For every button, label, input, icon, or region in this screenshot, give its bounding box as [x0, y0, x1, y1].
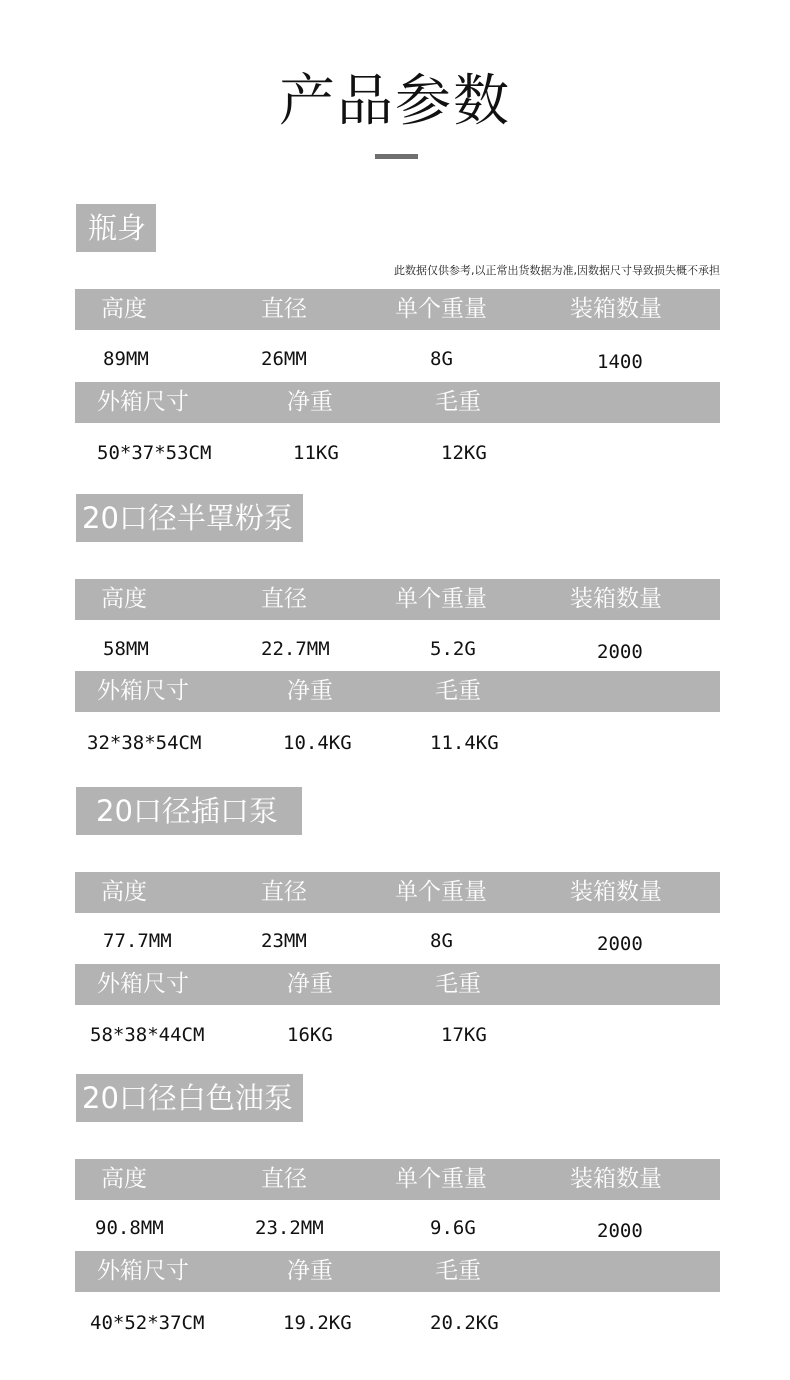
header-unit-weight: 单个重量	[395, 879, 487, 905]
header-carton-size: 外箱尺寸	[97, 1258, 189, 1284]
carton-value-row	[75, 428, 720, 478]
value-pack-qty: 2000	[597, 641, 643, 663]
disclaimer-note: 此数据仅供参考,以正常出货数据为准,因数据尺寸导致损失概不承担	[394, 264, 720, 277]
value-unit-weight: 9.6G	[430, 1217, 476, 1239]
value-carton-size: 32*38*54CM	[87, 732, 202, 754]
section-label-socket-pump: 20口径插口泵	[76, 787, 302, 835]
carton-header-row	[75, 964, 720, 1005]
header-diameter: 直径	[261, 879, 307, 905]
value-net-weight: 11KG	[293, 442, 339, 464]
value-unit-weight: 8G	[430, 930, 453, 952]
value-unit-weight: 8G	[430, 348, 453, 370]
value-carton-size: 50*37*53CM	[97, 442, 212, 464]
value-diameter: 22.7MM	[261, 638, 330, 660]
value-unit-weight: 5.2G	[430, 638, 476, 660]
carton-value-row	[75, 1010, 720, 1060]
value-gross-weight: 20.2KG	[430, 1312, 499, 1334]
value-pack-qty: 2000	[597, 1220, 643, 1242]
section-label-half-cover-powder-pump: 20口径半罩粉泵	[76, 494, 303, 542]
spec-value-row	[75, 1203, 720, 1253]
header-pack-qty: 装箱数量	[570, 296, 662, 322]
header-unit-weight: 单个重量	[395, 1166, 487, 1192]
spec-header-row	[75, 579, 720, 620]
title-underline	[375, 154, 418, 159]
header-pack-qty: 装箱数量	[570, 879, 662, 905]
header-unit-weight: 单个重量	[395, 586, 487, 612]
carton-value-row	[75, 1298, 720, 1348]
value-pack-qty: 1400	[597, 351, 643, 373]
header-gross-weight: 毛重	[435, 1258, 481, 1284]
value-pack-qty: 2000	[597, 933, 643, 955]
header-net-weight: 净重	[287, 389, 333, 415]
spec-value-row	[75, 334, 720, 384]
header-height: 高度	[101, 879, 147, 905]
value-diameter: 23MM	[261, 930, 307, 952]
header-diameter: 直径	[261, 1166, 307, 1192]
header-height: 高度	[101, 1166, 147, 1192]
page-title: 产品参数	[279, 69, 511, 134]
spec-header-row	[75, 872, 720, 913]
value-height: 90.8MM	[95, 1217, 164, 1239]
carton-header-row	[75, 1251, 720, 1292]
header-net-weight: 净重	[287, 678, 333, 704]
value-net-weight: 16KG	[287, 1024, 333, 1046]
section-label-white-oil-pump: 20口径白色油泵	[76, 1074, 303, 1122]
header-gross-weight: 毛重	[435, 678, 481, 704]
header-height: 高度	[101, 296, 147, 322]
carton-value-row	[75, 718, 720, 768]
header-carton-size: 外箱尺寸	[97, 678, 189, 704]
header-unit-weight: 单个重量	[395, 296, 487, 322]
header-pack-qty: 装箱数量	[570, 1166, 662, 1192]
value-gross-weight: 12KG	[441, 442, 487, 464]
value-carton-size: 58*38*44CM	[90, 1024, 205, 1046]
section-label-bottle-body: 瓶身	[76, 204, 156, 252]
carton-header-row	[75, 382, 720, 423]
spec-header-row	[75, 1159, 720, 1200]
value-height: 89MM	[103, 348, 149, 370]
carton-header-row	[75, 671, 720, 712]
spec-header-row	[75, 289, 720, 330]
header-diameter: 直径	[261, 296, 307, 322]
header-carton-size: 外箱尺寸	[97, 389, 189, 415]
value-height: 77.7MM	[103, 930, 172, 952]
header-gross-weight: 毛重	[435, 971, 481, 997]
value-gross-weight: 17KG	[441, 1024, 487, 1046]
header-pack-qty: 装箱数量	[570, 586, 662, 612]
header-net-weight: 净重	[287, 971, 333, 997]
value-diameter: 23.2MM	[255, 1217, 324, 1239]
value-height: 58MM	[103, 638, 149, 660]
header-diameter: 直径	[261, 586, 307, 612]
value-diameter: 26MM	[261, 348, 307, 370]
header-carton-size: 外箱尺寸	[97, 971, 189, 997]
header-net-weight: 净重	[287, 1258, 333, 1284]
spec-value-row	[75, 624, 720, 674]
header-height: 高度	[101, 586, 147, 612]
header-gross-weight: 毛重	[435, 389, 481, 415]
value-net-weight: 19.2KG	[283, 1312, 352, 1334]
spec-value-row	[75, 916, 720, 966]
value-carton-size: 40*52*37CM	[90, 1312, 205, 1334]
value-gross-weight: 11.4KG	[430, 732, 499, 754]
value-net-weight: 10.4KG	[283, 732, 352, 754]
